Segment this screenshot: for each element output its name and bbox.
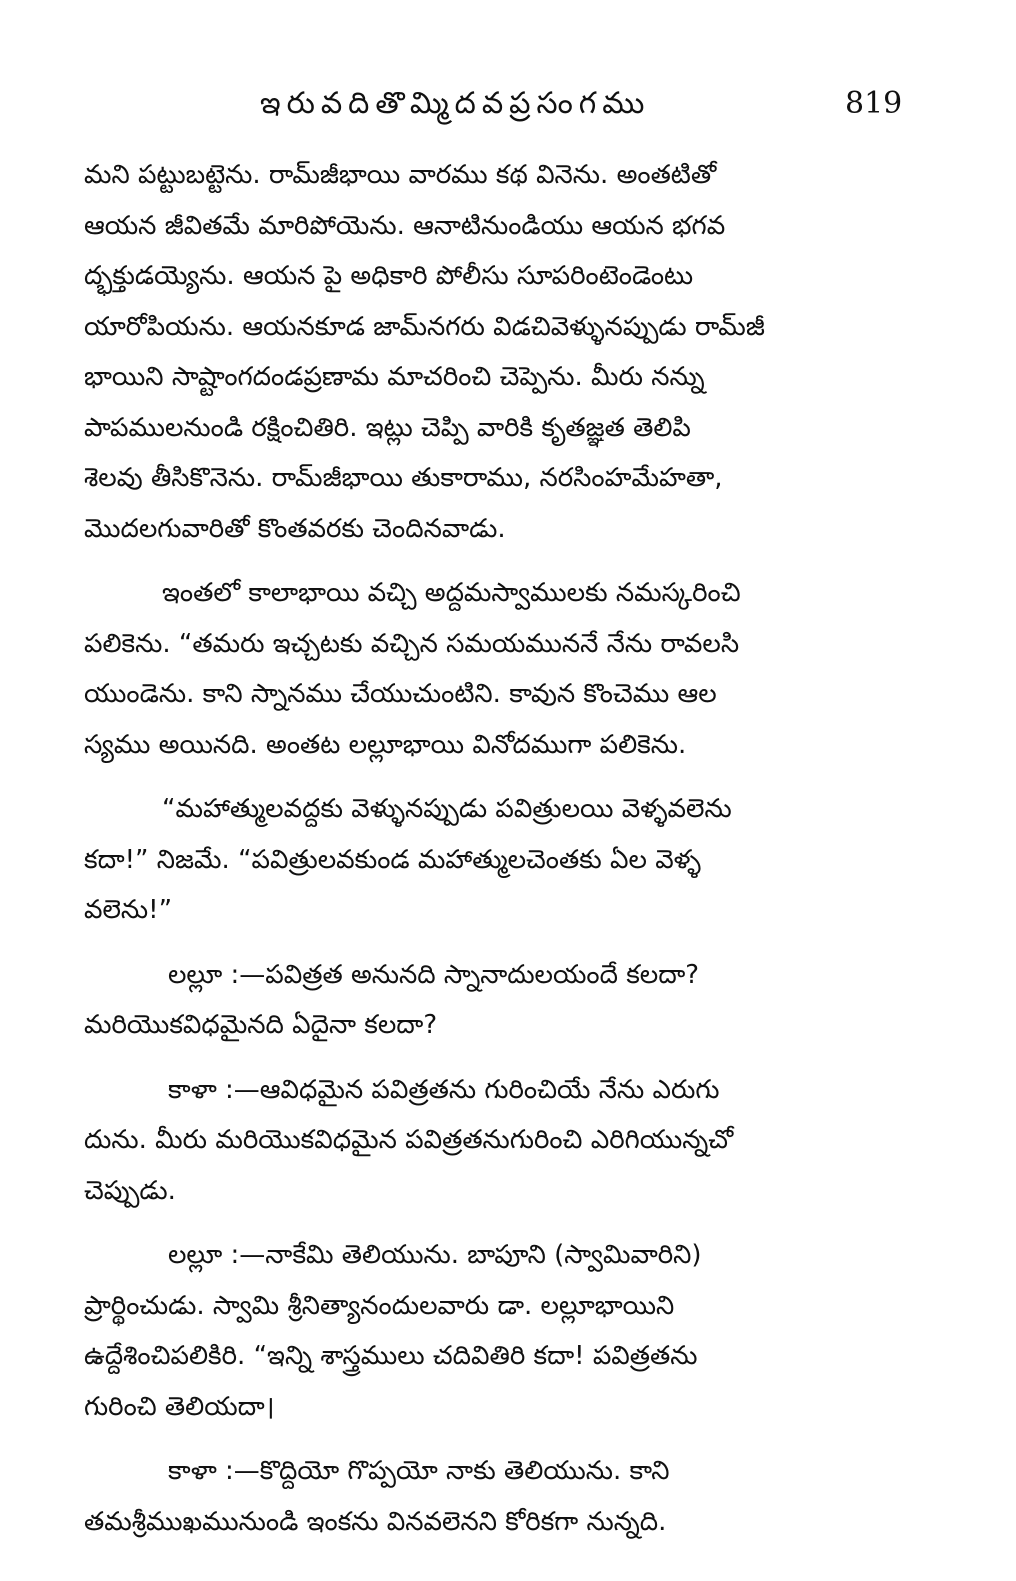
text-line: శెలవు తీసికొనెను. రామ్‌జీభాయి తుకారాము, నరసింహమేహతా, (84, 463, 723, 493)
text-line: యారోపియను. ఆయనకూడ జామ్‌నగరు విడచివెళ్ళునప్పుడు రామ్‌జీ (84, 311, 765, 342)
text-line: ద్భక్తుడయ్యెను. ఆయన పై అధికారి పోలీసు సూపరింటెండెంటు (84, 261, 694, 291)
text-line: ఉద్దేశించిపలికిరి. “ఇన్ని శాస్త్రములు చదివితిరి కదా! పవిత్రతను (84, 1341, 698, 1371)
text-line: పాపములనుండి రక్షించితిరి. ఇట్లు చెప్పి వారికి కృతజ్ఞత తెలిపి (84, 412, 691, 443)
paragraph-gap (84, 936, 924, 950)
running-title: ఇరువదితొమ్మిదవప్రసంగము (260, 86, 651, 121)
paragraph-gap (84, 770, 924, 784)
text-line: మరియొకవిధమైనది ఏదైనా కలదా? (84, 1010, 438, 1040)
text-line: దును. మీరు మరియొకవిధమైన పవిత్రతనుగురించి ఎరిగియున్నచో (84, 1125, 734, 1155)
text-line: యుండెను. కాని స్నానము చేయుచుంటిని. కావున కొంచెము ఆల (84, 679, 717, 709)
text-line: ప్రార్థించుడు. స్వామి శ్రీనిత్యానందులవారు డా. లల్లూభాయిని (84, 1290, 675, 1321)
body-text (84, 150, 924, 1547)
dialogue-line: కాళా :—కొద్దియో గొప్పయో నాకు తెలియును. కాని (168, 1456, 670, 1486)
text-line: వలెను!” (84, 895, 173, 925)
paragraph-gap (84, 1216, 924, 1230)
running-header (0, 84, 1016, 124)
text-line: కదా!” నిజమే. “పవిత్రులవకుండ మహాత్ములచెంతకు ఏల వెళ్ళ (84, 844, 702, 875)
paragraph-start-line: ఇంతలో కాలాభాయి వచ్చి అద్దమస్వాములకు నమస్కరించి (162, 578, 741, 608)
text-line: పలికెను. “తమరు ఇచ్చటకు వచ్చిన సమయముననే నేను రావలసి (84, 628, 740, 659)
paragraph-gap (84, 1432, 924, 1446)
text-line: చెప్పుడు. (84, 1175, 176, 1206)
paragraph-gap (84, 1051, 924, 1065)
paragraph-start-line: “మహాత్ములవద్దకు వెళ్ళునప్పుడు పవిత్రులయి వెళ్ళవలెను (162, 794, 732, 824)
text-line: తమశ్రీముఖమునుండి ఇంకను వినవలెనని కోరికగా నున్నది. (84, 1506, 667, 1537)
dialogue-line: లల్లూ :—నాకేమి తెలియును. బాపూని (స్వామివారిని) (168, 1240, 702, 1270)
text-line: గురించి తెలియదా। (84, 1391, 275, 1422)
dialogue-line: కాళా :—ఆవిధమైన పవిత్రతను గురించియే నేను ఎరుగు (168, 1074, 720, 1105)
text-line: ఆయన జీవితమే మారిపోయెను. ఆనాటినుండియు ఆయన భగవ (84, 210, 726, 241)
text-line: భాయిని సాష్టాంగదండప్రణామ మాచరించి చెప్పెను. మీరు నన్ను (84, 362, 705, 392)
paragraph-gap (84, 554, 924, 568)
text-line: స్యము అయినది. అంతట లల్లూభాయి వినోదముగా పలికెను. (84, 729, 687, 760)
text-line: మని పట్టుబట్టెను. రామ్‌జీభాయి వారము కథ వినెను. అంతటితో (84, 160, 717, 190)
text-line: మొదలగువారితో కొంతవరకు చెందినవాడు. (84, 513, 506, 544)
page-number: 819 (845, 86, 903, 121)
dialogue-line: లల్లూ :—పవిత్రత అనునది స్నానాదులయందే కలదా? (168, 959, 700, 990)
